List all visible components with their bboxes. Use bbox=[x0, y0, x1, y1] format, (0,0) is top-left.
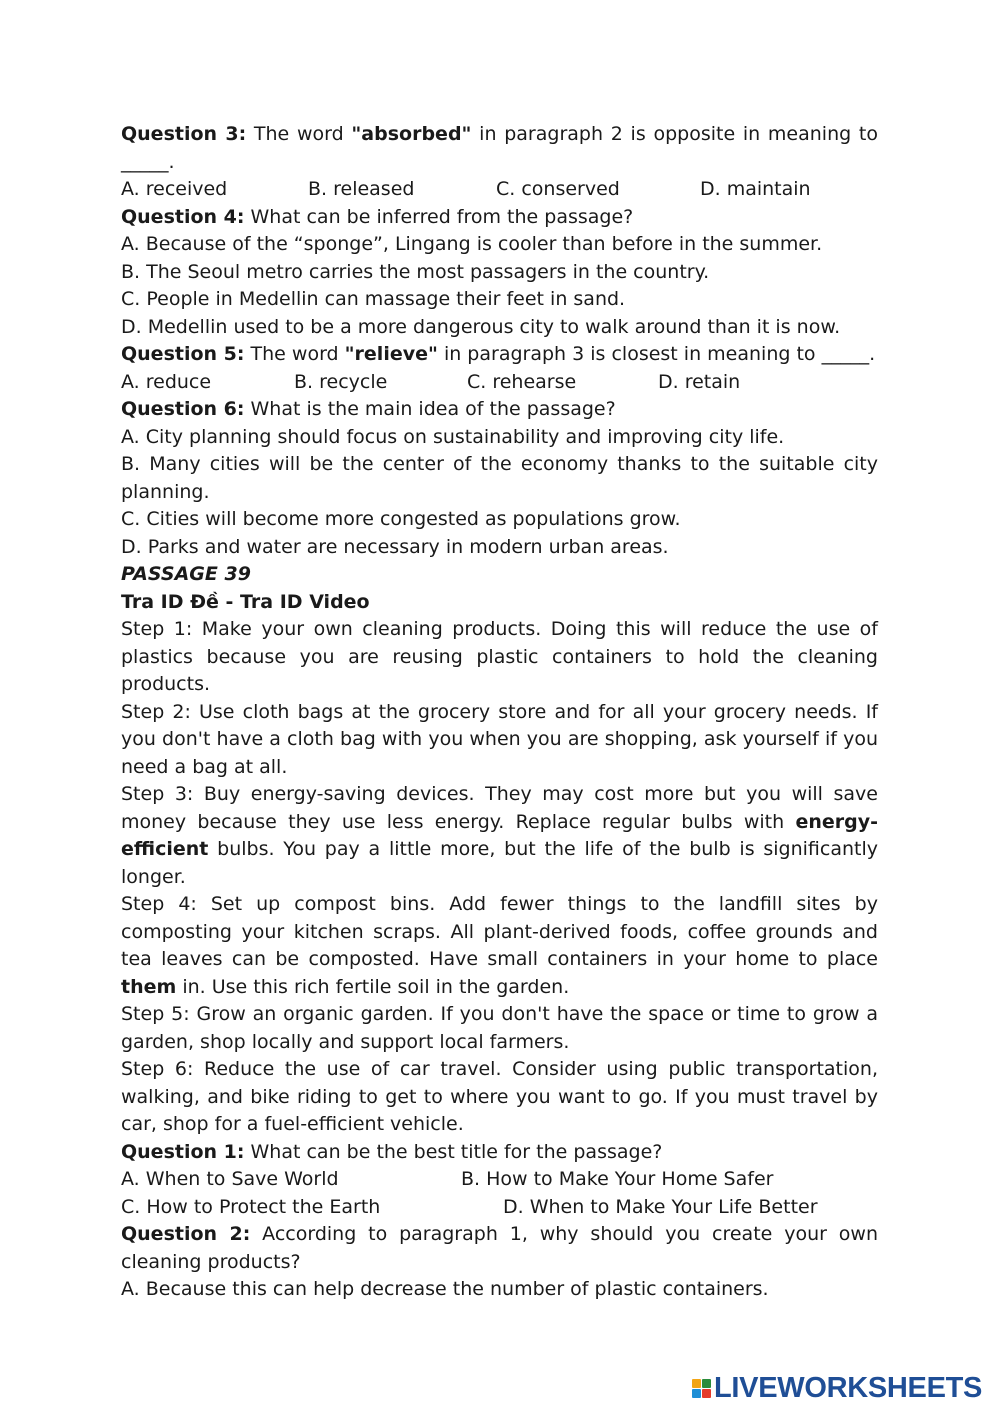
step-2: Step 2: Use cloth bags at the grocery store and for all your grocery needs. If you don't have a cloth bag with you when you are shopping, ask yourself if you need a bag at all. bbox=[121, 700, 878, 778]
tra-id-link[interactable]: Tra ID Đề - Tra ID Video bbox=[121, 590, 370, 613]
logo-mark-icon bbox=[692, 1379, 711, 1398]
liveworksheets-logo bbox=[692, 1372, 982, 1404]
option-c[interactable]: C. rehearse bbox=[467, 370, 577, 393]
option-d[interactable]: D. Parks and water are necessary in modern urban areas. bbox=[121, 535, 669, 558]
logo-text: LIVEWORKSHEETS bbox=[714, 1371, 983, 1404]
step-6: Step 6: Reduce the use of car travel. Consider using public transportation, walking, and bike riding to get to where you want to go. If you must travel by car, shop for a fuel-efficient vehicle. bbox=[121, 1058, 878, 1135]
question-5-stem: Question 5: The word "relieve" in paragraph 3 is closest in meaning to _____. bbox=[121, 343, 876, 365]
option-b[interactable]: B. released bbox=[308, 178, 415, 200]
question-3-blank: _____. bbox=[121, 150, 175, 173]
option-b[interactable]: B. Many cities will be the center of the economy thanks to the suitable city planning. bbox=[121, 453, 878, 503]
option-a[interactable]: A. received bbox=[121, 178, 228, 200]
passage-question-1-options-row-1 bbox=[121, 1166, 878, 1194]
option-d[interactable]: D. retain bbox=[658, 370, 741, 393]
option-a[interactable]: A. Because of the “sponge”, Lingang is cooler than before in the summer. bbox=[121, 233, 823, 255]
step-5: Step 5: Grow an organic garden. If you don't have the space or time to grow a garden, shop locally and support local farmers. bbox=[121, 1003, 878, 1053]
option-a[interactable]: A. reduce bbox=[121, 370, 212, 393]
worksheet-page bbox=[121, 121, 878, 1304]
question-4-stem: Question 4: What can be inferred from the passage? bbox=[121, 205, 634, 228]
option-c[interactable]: C. Cities will become more congested as populations grow. bbox=[121, 508, 681, 530]
option-d[interactable]: D. Medellin used to be a more dangerous city to walk around than it is now. bbox=[121, 315, 841, 338]
option-c[interactable]: C. conserved bbox=[496, 178, 620, 200]
question-6-stem: Question 6: What is the main idea of the passage? bbox=[121, 398, 616, 420]
option-b[interactable]: B. recycle bbox=[294, 370, 388, 393]
question-3-stem: Question 3: The word "absorbed" in paragraph 2 is opposite in meaning to bbox=[121, 123, 878, 145]
option-a[interactable]: A. Because this can help decrease the number of plastic containers. bbox=[121, 1278, 769, 1300]
option-a[interactable]: A. City planning should focus on sustainability and improving city life. bbox=[121, 425, 785, 448]
step-1: Step 1: Make your own cleaning products. Doing this will reduce the use of plastics because you are reusing plastic containers to hold the cleaning products. bbox=[121, 618, 878, 695]
option-d[interactable]: D. When to Make Your Life Better bbox=[503, 1195, 818, 1218]
option-a[interactable]: A. When to Save World bbox=[121, 1168, 339, 1190]
passage-question-1-options-row-2 bbox=[121, 1194, 878, 1222]
passage-question-2-stem: Question 2: According to paragraph 1, why should you create your own cleaning products? bbox=[121, 1223, 878, 1273]
step-4: Step 4: Set up compost bins. Add fewer things to the landfill sites by composting your kitchen scraps. All plant-derived foods, coffee grounds and tea leaves can be composted. Have small containers in your home to place them in. Use this rich fertile soil in the garden. bbox=[121, 893, 878, 998]
question-5-options bbox=[121, 369, 878, 397]
question-3-options bbox=[121, 176, 878, 204]
option-b[interactable]: B. How to Make Your Home Safer bbox=[461, 1168, 774, 1190]
option-c[interactable]: C. How to Protect the Earth bbox=[121, 1195, 381, 1218]
option-d[interactable]: D. maintain bbox=[700, 178, 811, 200]
passage-title: PASSAGE 39 bbox=[121, 563, 251, 585]
passage-question-1-stem: Question 1: What can be the best title for the passage? bbox=[121, 1140, 663, 1163]
option-c[interactable]: C. People in Medellin can massage their feet in sand. bbox=[121, 288, 626, 310]
step-3: Step 3: Buy energy-saving devices. They may cost more but you will save money because they use less energy. Replace regular bulbs with energy-efficient bulbs. You pay a little more, but the life of the bulb is significantly longer. bbox=[121, 783, 878, 888]
option-b[interactable]: B. The Seoul metro carries the most passagers in the country. bbox=[121, 260, 710, 283]
